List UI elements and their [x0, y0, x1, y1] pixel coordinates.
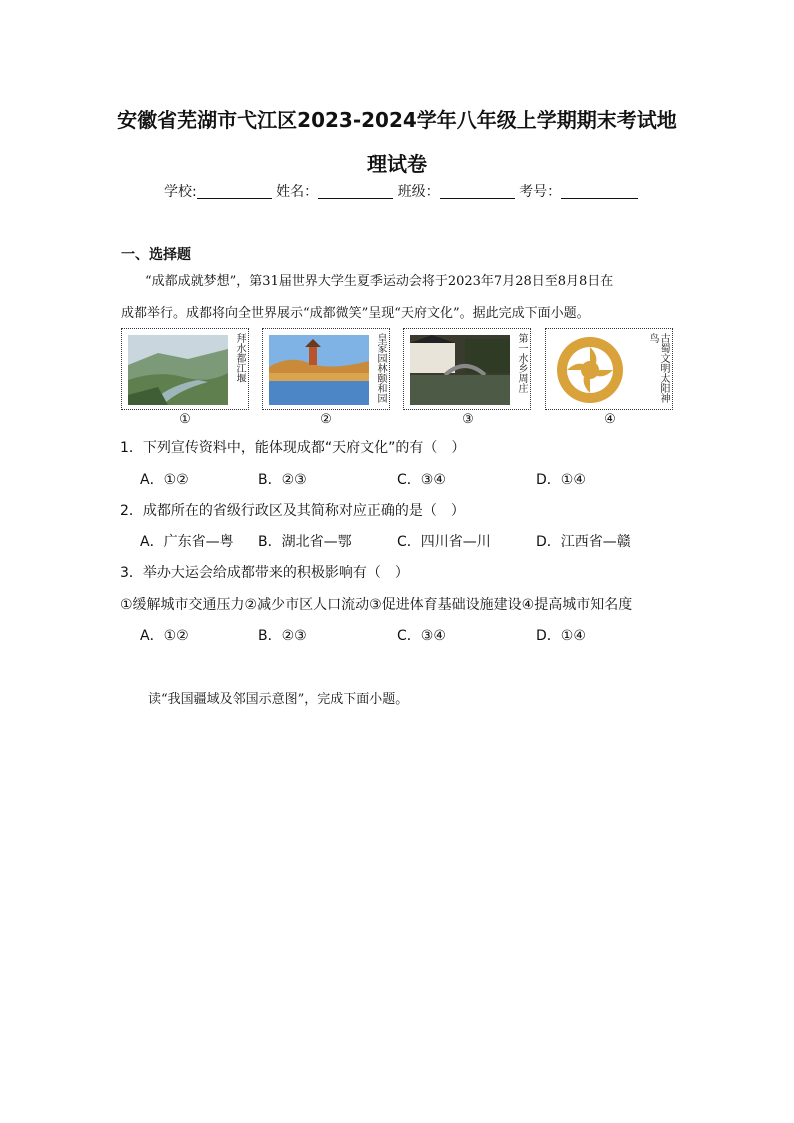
title-line-2: 理试卷	[367, 152, 427, 176]
image-card-sun-bird	[545, 328, 673, 410]
q3-option-c[interactable]: C．③④	[397, 628, 446, 644]
intro-line-1: “成都成就梦想”，第31届世界大学生夏季运动会将于2023年7月28日至8月8日在	[145, 274, 614, 289]
exam-no-blank	[561, 184, 638, 199]
q2-option-d[interactable]: D．江西省—赣	[536, 534, 631, 550]
q2-option-c[interactable]: C．四川省—川	[397, 534, 491, 550]
school-label: 学校:	[164, 184, 197, 200]
q3-option-a[interactable]: A．①②	[140, 628, 189, 644]
caption-4: 古蜀文明太阳神鸟	[647, 333, 669, 403]
q2-option-a[interactable]: A．广东省—粤	[140, 534, 234, 550]
image-num-2: ②	[320, 412, 332, 427]
image-card-zhouzhuang	[403, 328, 531, 410]
caption-2: 皇家园林颐和园	[375, 333, 386, 403]
q1-option-a[interactable]: A．①②	[140, 472, 189, 488]
school-blank	[197, 184, 272, 199]
q1-option-d[interactable]: D．①④	[536, 472, 586, 488]
q2-option-b[interactable]: B．湖北省—鄂	[258, 534, 352, 550]
name-blank	[318, 184, 393, 199]
image-num-3: ③	[462, 412, 474, 427]
question-2: 2．成都所在的省级行政区及其简称对应正确的是（ ）	[120, 503, 465, 519]
question-3-statements: ①缓解城市交通压力②减少市区人口流动③促进体育基础设施建设④提高城市知名度	[120, 597, 633, 613]
caption-1: 拜水都江堰	[234, 333, 245, 383]
intro-2: 读“我国疆域及邻国示意图”，完成下面小题。	[148, 692, 409, 707]
sun-bird-emblem	[552, 335, 652, 405]
image-num-4: ④	[604, 412, 616, 427]
caption-3: 第一水乡周庄	[516, 333, 527, 393]
name-label: 姓名：	[276, 184, 319, 200]
exam-no-label: 考号：	[519, 184, 562, 200]
q3-option-b[interactable]: B．②③	[258, 628, 307, 644]
summer-palace-photo	[269, 335, 369, 405]
student-info	[164, 181, 638, 201]
class-blank	[440, 184, 515, 199]
q3-option-d[interactable]: D．①④	[536, 628, 586, 644]
title-line-1: 安徽省芜湖市弋江区2023-2024学年八年级上学期期末考试地	[117, 108, 677, 132]
zhouzhuang-photo	[410, 335, 510, 405]
question-3: 3．举办大运会给成都带来的积极影响有（ ）	[120, 565, 409, 581]
section-heading: 一、选择题	[121, 247, 191, 263]
image-num-1: ①	[179, 412, 191, 427]
class-label: 班级：	[397, 184, 440, 200]
intro-line-2: 成都举行。成都将向全世界展示“成都微笑”呈现“天府文化”。据此完成下面小题。	[121, 306, 590, 321]
image-card-summer-palace	[262, 328, 390, 410]
image-card-dujiangyan	[121, 328, 249, 410]
question-1: 1．下列宣传资料中，能体现成都“天府文化”的有（ ）	[120, 440, 466, 456]
dujiangyan-photo	[128, 335, 228, 405]
q1-option-b[interactable]: B．②③	[258, 472, 307, 488]
q1-option-c[interactable]: C．③④	[397, 472, 446, 488]
